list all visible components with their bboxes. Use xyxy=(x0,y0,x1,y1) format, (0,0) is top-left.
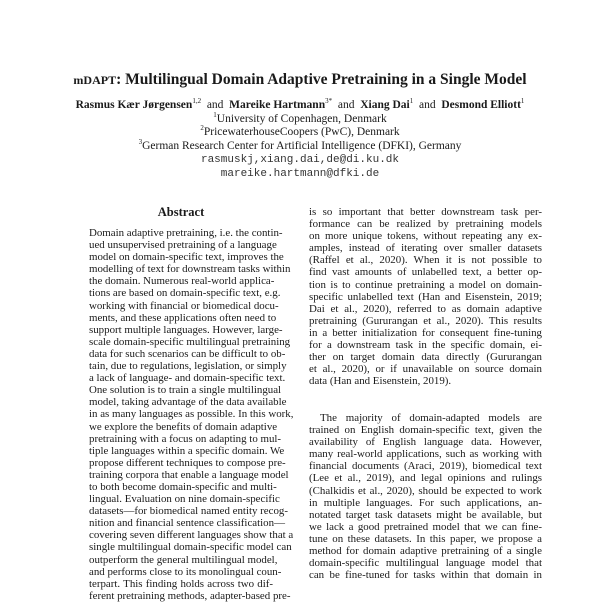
text-line: on more unique tokens, without repeating any ex- xyxy=(309,230,542,243)
text-line: ued unsupervised pretraining of a language xyxy=(89,239,277,252)
text-line: and performs close to its monolingual coun- xyxy=(89,565,282,578)
text-line: tion is to continue pretraining a model on domain- xyxy=(309,278,542,291)
text-line: find vast amounts of unlabelled text, a better op- xyxy=(309,266,542,279)
author-name: Desmond Elliott xyxy=(441,98,521,111)
text-line: Domain adaptive pretraining, i.e. the contin- xyxy=(89,227,283,239)
text-line: nition and financial sentence classification— xyxy=(89,517,285,530)
author-separator: and xyxy=(419,98,436,111)
author-name: Mareike Hartmann xyxy=(229,98,326,111)
affiliation xyxy=(0,124,600,138)
text-line: model on domain-specific text, improves the xyxy=(89,251,284,264)
author-name: Xiang Dai xyxy=(360,98,410,111)
author-affil-mark: 1,2 xyxy=(192,97,202,105)
abstract-heading: Abstract xyxy=(157,205,205,219)
text-line: lingual. Evaluation on nine domain-specific xyxy=(89,493,280,506)
text-line: in a better initialization for consequent fine-tuning xyxy=(309,326,542,339)
text-line: scale domain-specific multilingual pretraining xyxy=(89,335,291,348)
text-line: is so important that better downstream task per- xyxy=(309,206,542,218)
text-line: formance can be realized by pretraining models xyxy=(309,218,542,231)
text-line: tain, due to regulations, legislation, or simply xyxy=(89,360,287,373)
affil-mark: 2 xyxy=(200,124,204,132)
author-affil-mark: 3* xyxy=(325,97,333,105)
email: rasmuskj,xiang.dai,de@di.ku.dk xyxy=(200,154,400,166)
text-line: method for domain adaptive pretraining of a single xyxy=(309,545,542,558)
text-line: training corpora that enable a language model xyxy=(89,468,289,481)
author-affil-mark: 1 xyxy=(520,97,525,105)
text-line: tune on these datasets. In this paper, we propose a xyxy=(309,532,542,545)
text-line: data (Han and Eisenstein, 2019). xyxy=(309,375,452,388)
text-line: One solution is to train a single multilingual xyxy=(89,384,282,397)
text-line: support multiple languages. However, large- xyxy=(89,323,283,336)
text-line: ments, and these applications often need to xyxy=(89,311,277,324)
email: mareike.hartmann@dfki.de xyxy=(220,168,380,180)
text-line: amples, instead of iterating over smaller datasets xyxy=(309,242,542,255)
affiliation xyxy=(0,138,600,152)
text-line: (Raffel et al., 2020). When it is not possible to xyxy=(309,254,542,267)
text-line: single multilingual domain-specific model can xyxy=(89,541,292,554)
text-line: we lack a good pretrained model that we can fine- xyxy=(309,520,542,533)
text-line: pretraining with a focus on adapting to mul- xyxy=(89,432,282,445)
paper-title xyxy=(0,71,600,89)
text-line: (Lee et al., 2019), and legal opinions and rulings xyxy=(309,472,542,485)
author-list xyxy=(0,97,600,111)
text-line: can be fine-tuned for tasks within that domain in xyxy=(309,569,542,582)
author-name: Rasmus Kær Jørgensen xyxy=(75,98,193,111)
author-affil-mark: 1 xyxy=(409,97,414,105)
text-line: tions are based on domain-specific text, e.g. xyxy=(89,287,281,300)
affil-text: PricewaterhouseCoopers (PwC), Denmark xyxy=(203,125,400,138)
text-line: et al., 2020), or if unavailable on source domain xyxy=(309,363,542,376)
text-line: notated target task datasets might be available, but xyxy=(309,508,542,521)
text-line: propose different techniques to compose pre- xyxy=(89,456,286,469)
text-line: a lack of language- and domain-specific text. xyxy=(89,372,286,385)
text-line: model, taking advantage of the data available xyxy=(89,396,287,409)
text-line: ther on target domain data directly (Gururangan xyxy=(309,351,542,364)
abstract-body xyxy=(89,227,294,602)
text-line: to both become domain-specific and multi- xyxy=(89,480,277,493)
text-line: many real-world applications, such as working with xyxy=(309,448,542,461)
text-line: The majority of domain-adapted models are xyxy=(320,412,542,424)
title-text: : Multilingual Domain Adaptive Pretraining in a Single Model xyxy=(116,71,527,88)
text-line: ferent pretraining methods, adapter-based pre- xyxy=(89,589,291,602)
text-line: availability of English language data. However, xyxy=(309,436,542,449)
text-line: modelling of text for downstream tasks within xyxy=(89,263,291,276)
text-line: in multiple languages. For such applications, an- xyxy=(309,496,542,509)
text-line: trained on English domain-specific text, given the xyxy=(309,424,542,437)
text-line: data for such scenarios can be difficult to ob- xyxy=(89,347,286,360)
text-line: we explore the benefits of domain adaptive xyxy=(89,420,278,433)
text-line: working with financial or biomedical docu- xyxy=(89,299,279,312)
text-line: terpart. This finding holds across two dif- xyxy=(89,577,273,590)
text-line: the domain. Numerous real-world applica- xyxy=(89,275,275,288)
text-line: covering seven different languages show that a xyxy=(89,529,294,542)
text-line: Dai et al., 2020), referred to as domain adaptive xyxy=(309,302,542,315)
text-line: for a downstream task in the specific domain, ei- xyxy=(309,339,542,352)
affil-text: German Research Center for Artificial Intelligence (DFKI), Germany xyxy=(142,139,462,152)
title-acronym: mDAPT xyxy=(73,73,117,87)
text-line: in as many languages as possible. In this work, xyxy=(89,408,294,421)
text-line: outperform the general multilingual model, xyxy=(89,553,278,566)
text-line: (Chalkidis et al., 2020), should be expected to work xyxy=(309,484,542,497)
text-line: domain-specific multilingual language model that xyxy=(309,557,542,570)
text-line: tiple languages within a specific domain. We xyxy=(89,444,285,457)
affil-text: University of Copenhagen, Denmark xyxy=(216,112,387,125)
text-line: datasets—for biomedical named entity recog- xyxy=(89,505,288,518)
intro-paragraph xyxy=(309,206,542,387)
author-separator: and xyxy=(337,98,355,111)
affil-mark: 3 xyxy=(138,138,143,146)
text-line: specific unlabelled text (Han and Eisenstein, 2019; xyxy=(309,290,542,303)
intro-paragraph xyxy=(309,412,542,581)
text-line: pretraining (Gururangan et al., 2020). This results xyxy=(309,314,542,327)
affil-mark: 1 xyxy=(213,111,217,119)
text-line: financial documents (Araci, 2019), biomedical text xyxy=(309,460,542,473)
affiliation xyxy=(0,111,600,125)
author-separator: and xyxy=(206,98,224,111)
